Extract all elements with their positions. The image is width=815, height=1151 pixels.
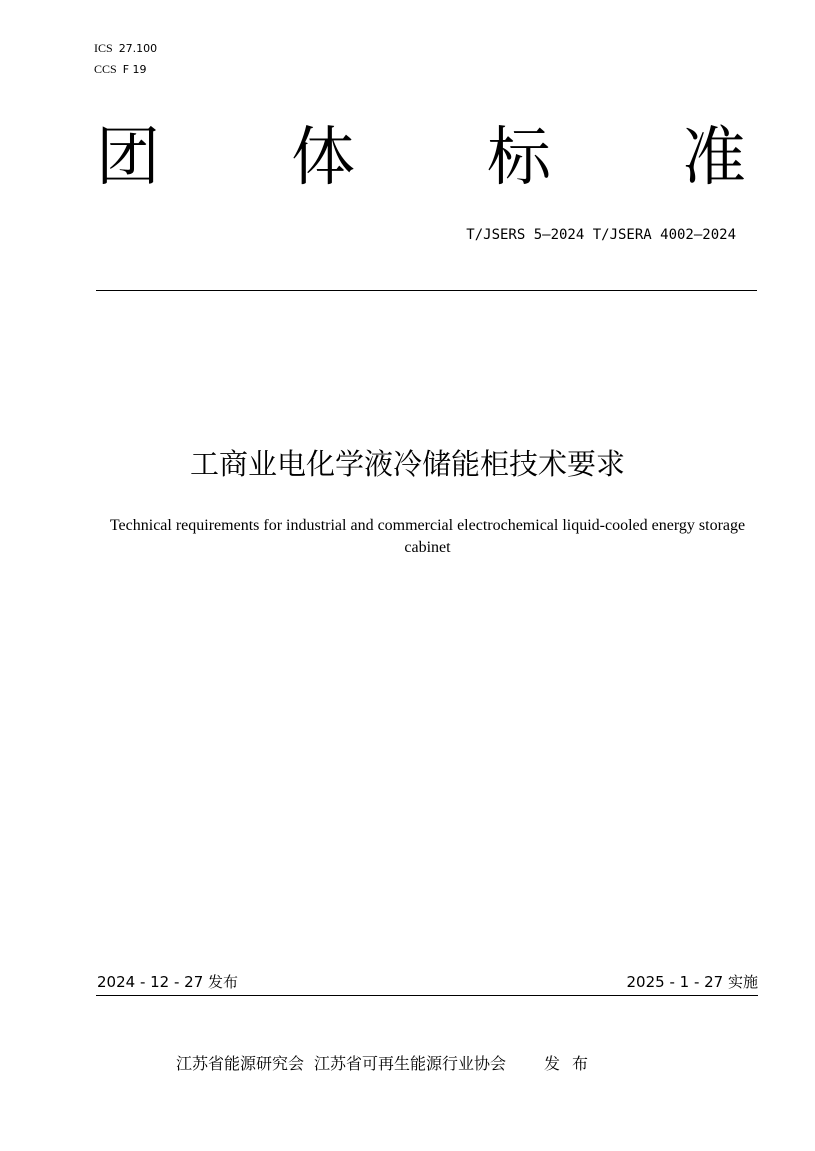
ccs-label: CCS: [94, 62, 117, 76]
publisher-org-2: 江苏省可再生能源行业协会: [314, 1054, 507, 1073]
ics-label: ICS: [94, 41, 113, 55]
standard-type-char-2: 体: [291, 121, 355, 195]
document-title-chinese: 工商业电化学液冷储能柜技术要求: [189, 447, 625, 481]
standard-number: T/JSERS 5—2024 T/JSERA 4002—2024: [466, 227, 736, 243]
implementation-date: 2025 - 1 - 27 实施: [626, 973, 758, 991]
document-title-english: Technical requirements for industrial and commercial electrochemical liquid-cooled energy storage cabinet: [109, 517, 746, 556]
publisher-line: [176, 1053, 600, 1075]
standard-type-char-4: 准: [682, 121, 746, 195]
ccs-code: F 19: [122, 63, 147, 76]
ics-classification: [94, 41, 157, 56]
standard-type-char-3: 标: [487, 121, 551, 195]
top-divider: [96, 290, 757, 291]
ics-code: 27.100: [118, 42, 158, 55]
issue-date: 2024 - 12 - 27 发布: [97, 973, 239, 991]
standard-type-char-1: 团: [96, 121, 160, 195]
publish-verb: 发布: [544, 1054, 601, 1073]
publisher-org-1: 江苏省能源研究会: [176, 1054, 305, 1073]
bottom-divider: [96, 995, 758, 996]
ccs-classification: [94, 62, 147, 77]
